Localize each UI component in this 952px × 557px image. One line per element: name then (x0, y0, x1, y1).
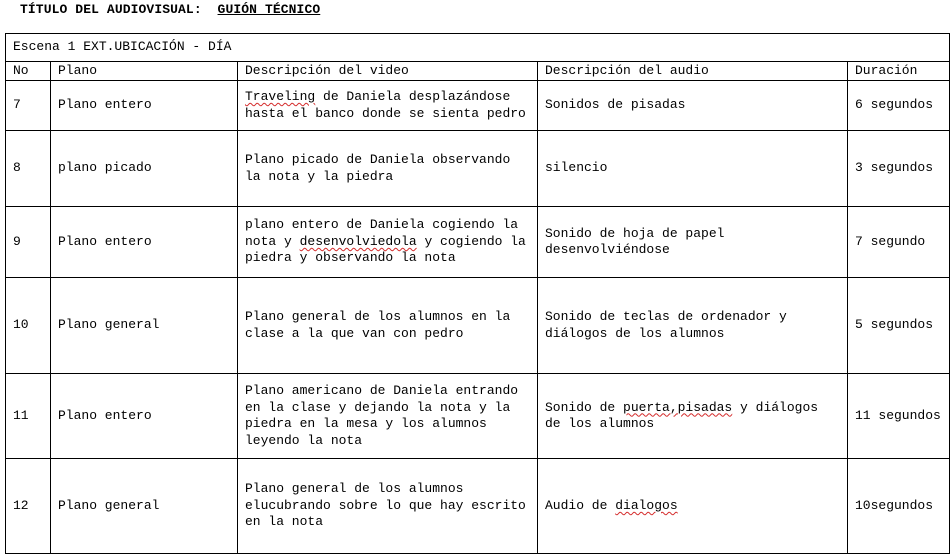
table-row (6, 131, 950, 207)
title-value: GUIÓN TÉCNICO (217, 2, 321, 17)
cell-video (238, 207, 538, 278)
document-title (20, 2, 320, 17)
cell-duracion: 6 segundos (848, 81, 950, 131)
header-audio: Descripción del audio (538, 62, 848, 81)
cell-no: 9 (6, 207, 51, 278)
cell-video-text: de Daniela desplazándose hasta el banco donde se sienta pedro (245, 89, 526, 121)
header-video: Descripción del video (238, 62, 538, 81)
cell-video: Plano americano de Daniela entrando en la clase y dejando la nota y la piedra en la mesa y los alumnos leyendo la nota (238, 374, 538, 459)
cell-duracion: 7 segundo (848, 207, 950, 278)
header-no: No (6, 62, 51, 81)
cell-no: 7 (6, 81, 51, 131)
cell-no: 10 (6, 278, 51, 374)
cell-audio: silencio (538, 131, 848, 207)
cell-video: Plano picado de Daniela observando la nota y la piedra (238, 131, 538, 207)
spell-mark: puerta,pisadas (623, 399, 733, 415)
technical-script-table (5, 33, 950, 554)
cell-no: 8 (6, 131, 51, 207)
cell-duracion: 3 segundos (848, 131, 950, 207)
table-row (6, 374, 950, 459)
cell-video (238, 81, 538, 131)
cell-plano: plano picado (51, 131, 238, 207)
cell-no: 11 (6, 374, 51, 459)
scene-heading: Escena 1 EXT.UBICACIÓN - DÍA (6, 34, 950, 62)
table-row (6, 278, 950, 374)
cell-audio: Sonido de teclas de ordenador y diálogos de los alumnos (538, 278, 848, 374)
cell-video-text: y cogiendo la piedra y observando la nota (245, 233, 526, 266)
header-row (6, 62, 950, 81)
cell-plano: Plano entero (51, 374, 238, 459)
cell-duracion: 5 segundos (848, 278, 950, 374)
cell-audio-text: Sonido de (545, 399, 624, 415)
cell-audio: Sonidos de pisadas (538, 81, 848, 131)
cell-duracion: 11 segundos (848, 374, 950, 459)
cell-audio-text: Audio de (545, 497, 616, 513)
cell-video: Plano general de los alumnos en la clase a la que van con pedro (238, 278, 538, 374)
scene-row (6, 34, 950, 62)
cell-video-text: plano entero de Daniela cogiendo la nota y (245, 217, 519, 249)
header-plano: Plano (51, 62, 238, 81)
cell-audio: Sonido de hoja de papel desenvolviéndose (538, 207, 848, 278)
cell-audio-text: y diálogos de los alumnos (545, 399, 819, 431)
spell-mark: Traveling (245, 89, 316, 104)
cell-audio (538, 374, 848, 459)
spell-mark: dialogos (615, 497, 678, 513)
cell-duracion: 10segundos (848, 459, 950, 554)
cell-video: Plano general de los alumnos elucubrando sobre lo que hay escrito en la nota (238, 459, 538, 554)
spell-mark: desenvolviedola (299, 233, 417, 249)
cell-plano: Plano general (51, 278, 238, 374)
header-duracion: Duración (848, 62, 950, 81)
table-row (6, 459, 950, 554)
cell-plano: Plano entero (51, 81, 238, 131)
table-row (6, 207, 950, 278)
title-label: TÍTULO DEL AUDIOVISUAL: (20, 2, 202, 17)
cell-plano: Plano entero (51, 207, 238, 278)
cell-no: 12 (6, 459, 51, 554)
cell-plano: Plano general (51, 459, 238, 554)
cell-audio (538, 459, 848, 554)
table-row (6, 81, 950, 131)
